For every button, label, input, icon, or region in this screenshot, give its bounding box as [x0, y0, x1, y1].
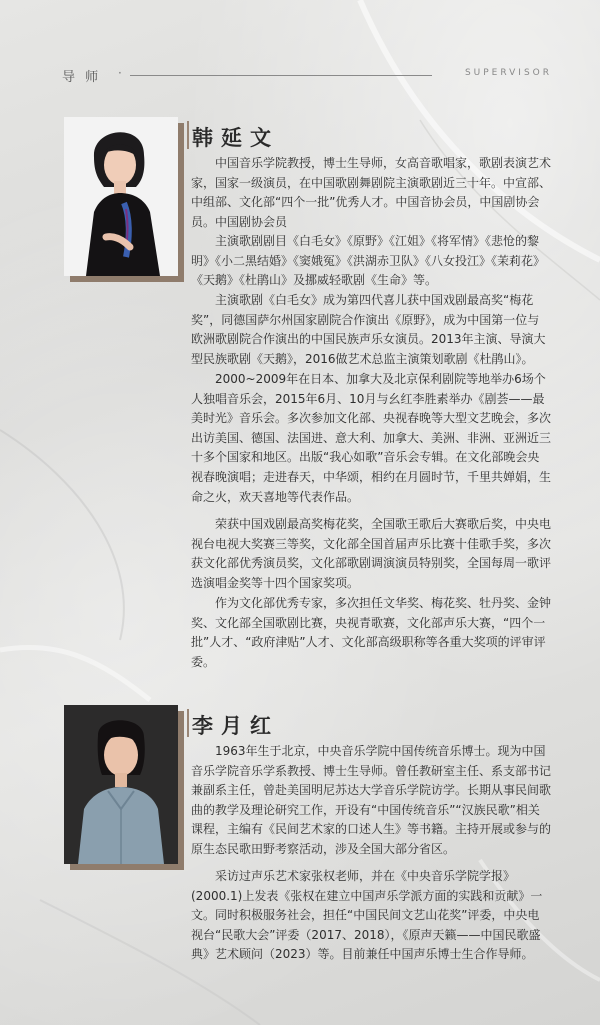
- mentor-bio-paragraph: 中国音乐学院教授，博士生导师，女高音歌唱家，歌剧表演艺术家，国家一级演员，在中国歌剧舞剧院主演歌剧近三十年。中宣部、中组部、文化部“四个一批”优秀人才。中国音协会员，中国剧协会员。中国剧协会员: [191, 156, 552, 229]
- mentor-2-photo-frame: [64, 705, 184, 870]
- section-header: [62, 66, 552, 86]
- mentor-2-photo: [64, 705, 178, 864]
- header-dot: ·: [118, 66, 122, 80]
- mentor-1-photo-frame: [64, 117, 184, 282]
- header-divider: [130, 75, 432, 76]
- section-subtitle: SUPERVISOR: [464, 68, 552, 78]
- mentor-bio-paragraph: 1963年生于北京，中央音乐学院中国传统音乐博士。现为中国音乐学院音乐学系教授、博士生导师。曾任教研室主任、系支部书记兼副系主任，曾赴美国明尼苏达大学音乐学院访学。长期从事民间歌曲的教学及理论研究工作，开设有“中国传统音乐”“汉族民歌”相关课程，主编有《民间艺术家的口述人生》等书籍。主持开展或参与的原生态民歌田野考察活动，涉及全国大部分省区。: [191, 744, 552, 856]
- mentor-name: 李月红: [192, 714, 279, 738]
- name-accent-bar: [187, 121, 189, 149]
- name-accent-bar: [187, 709, 189, 737]
- mentor-bio-paragraph: 主演歌剧《白毛女》成为第四代喜儿获中国戏剧最高奖“梅花奖”，同德国萨尔州国家剧院合作演出《原野》，成为中国第一位与欧洲歌剧院合作演出的中国民族声乐女演员。2013年主演、导演大型民族歌剧《天鹅》，2016做艺术总监主演策划歌剧《杜鹃山》。: [191, 293, 546, 366]
- mentor-name: 韩延文: [192, 126, 279, 150]
- mentor-bio-paragraph: 主演歌剧剧目《白毛女》《原野》《江姐》《将军情》《悲怆的黎明》《小二黑结婚》《窦娥冤》《洪湖赤卫队》《八女投江》《茉莉花》《天鹅》《杜鹃山》及挪威轻歌剧《生命》等。: [191, 234, 546, 288]
- mentor-bio-paragraph: 作为文化部优秀专家，多次担任文华奖、梅花奖、牡丹奖、金钟奖、文化部全国歌剧比赛，央视青歌赛，文化部声乐大赛，“四个一批”人才、“政府津贴”人才、文化部高级职称等各重大奖项的评审评委。: [191, 596, 552, 669]
- mentor-bio-paragraph: 荣获中国戏剧最高奖梅花奖，全国歌王歌后大赛歌后奖，中央电视台电视大奖赛三等奖，文化部全国首届声乐比赛十佳歌手奖，多次获文化部优秀演员奖，文化部歌剧调演演员特别奖，全国每周一歌评选演唱金奖等十四个国家奖项。: [191, 517, 552, 590]
- mentor-bio-paragraph: 2000~2009年在日本、加拿大及北京保利剧院等地举办6场个人独唱音乐会，2015年6月、10月与幺红李胜素举办《剧荟——最美时光》音乐会。多次参加文化部、央视春晚等大型文艺晚会，多次出访美国、德国、法国进、意大利、加拿大、美洲、非洲、亚洲近三十多个国家和地区。出版“我心如歌”音乐会专辑。在文化部晚会央视春晚演唱；走进春天，中华颂，相约在月圆时节，千里共婵娟，生命之火，欢天喜地等代表作品。: [191, 372, 552, 504]
- section-title: 导 师: [62, 70, 102, 85]
- mentor-bio-paragraph: 采访过声乐艺术家张权老师，并在《中央音乐学院学报》(2000.1)上发表《张权在建立中国声乐学派方面的实践和贡献》一文。同时积极服务社会，担任“中国民间文艺山花奖”评委，中央电视台“民歌大会”评委（2017、2018），《原声天籁——中国民歌盛典》艺术顾问（2023）等。目前兼任中国声乐博士生合作导师。: [191, 869, 543, 962]
- mentor-1-photo: [64, 117, 178, 276]
